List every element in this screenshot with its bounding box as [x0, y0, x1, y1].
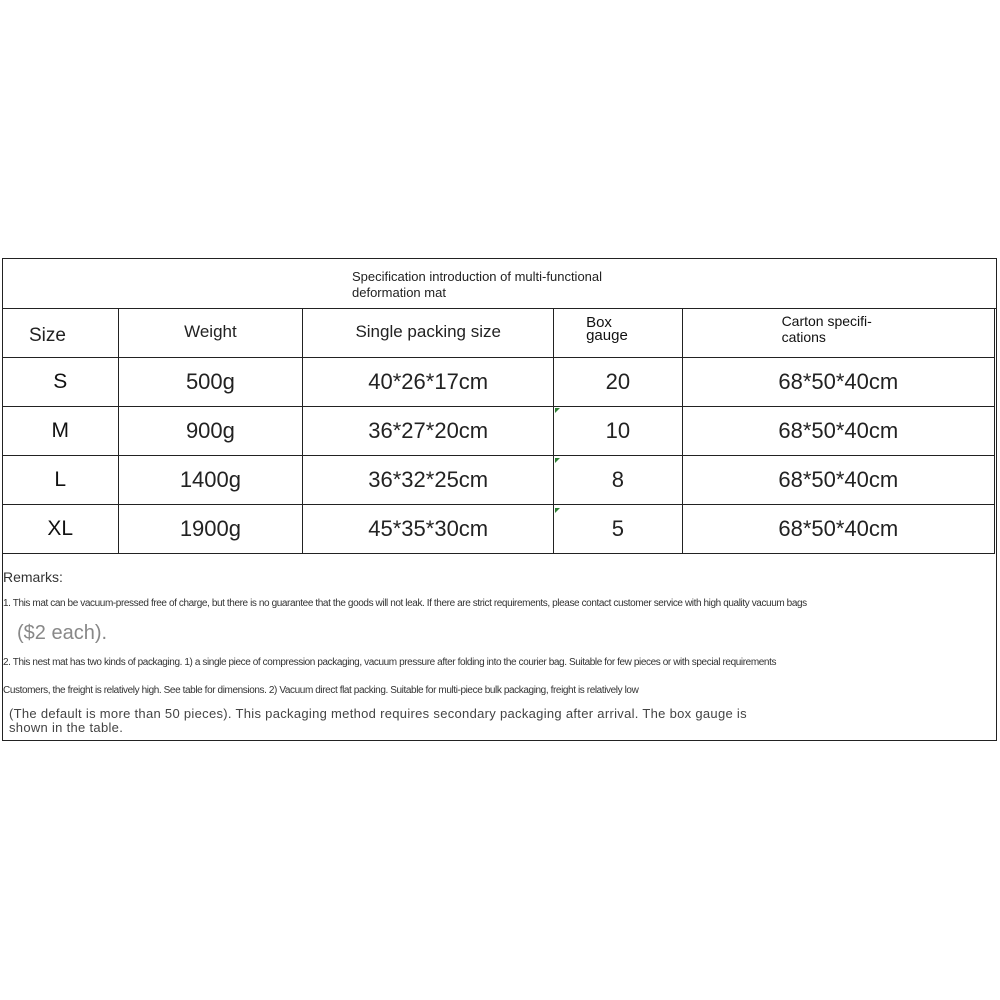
- cell-size: S: [3, 358, 119, 407]
- header-carton-line2: cations: [781, 329, 826, 345]
- table-row: [3, 358, 995, 407]
- spec-table: [2, 308, 995, 554]
- header-box-gauge: [554, 309, 682, 358]
- cell-marker-icon: [555, 508, 560, 513]
- cell-box-gauge: 10: [554, 407, 682, 456]
- cell-marker-icon: [555, 458, 560, 463]
- cell-packing: 36*27*20cm: [303, 407, 554, 456]
- remarks-line-1: 1. This mat can be vacuum-pressed free of charge, but there is no guarantee that the goods will not leak. If there are strict requirements, please contact customer service with high quality vacuum bags: [3, 598, 807, 609]
- header-carton: [682, 309, 994, 358]
- spec-sheet: [2, 258, 997, 741]
- table-row: [3, 407, 995, 456]
- header-weight: Weight: [118, 309, 303, 358]
- cell-size: L: [3, 456, 119, 505]
- cell-weight: 1900g: [118, 505, 303, 554]
- cell-size: M: [3, 407, 119, 456]
- page-title: Specification introduction of multi-functional deformation mat: [352, 269, 603, 300]
- cell-packing: 36*32*25cm: [303, 456, 554, 505]
- cell-marker-icon: [555, 408, 560, 413]
- remarks-price: ($2 each).: [17, 622, 108, 644]
- cell-weight: 500g: [118, 358, 303, 407]
- cell-weight: 900g: [118, 407, 303, 456]
- table-header-row: [3, 309, 995, 358]
- table-row: [3, 505, 995, 554]
- cell-carton: 68*50*40cm: [682, 505, 994, 554]
- cell-packing: 40*26*17cm: [303, 358, 554, 407]
- cell-weight: 1400g: [118, 456, 303, 505]
- remarks-line-3: Customers, the freight is relatively high. See table for dimensions. 2) Vacuum direct flat packing. Suitable for multi-piece bulk packaging, freight is relatively low: [3, 685, 639, 696]
- cell-carton: 68*50*40cm: [682, 456, 994, 505]
- cell-box-gauge: 5: [554, 505, 682, 554]
- title-cell: [3, 259, 996, 309]
- header-carton-line1: Carton specifi-: [781, 313, 872, 329]
- header-packing: Single packing size: [303, 309, 554, 358]
- cell-packing: 45*35*30cm: [303, 505, 554, 554]
- cell-box-gauge: 20: [554, 358, 682, 407]
- remarks-title: Remarks:: [3, 569, 63, 585]
- header-box-gauge-line2: gauge: [586, 327, 628, 344]
- cell-carton: 68*50*40cm: [682, 407, 994, 456]
- cell-box-gauge: 8: [554, 456, 682, 505]
- remarks-line-4: (The default is more than 50 pieces). This packaging method requires secondary packaging after arrival. The box gauge is shown in the table.: [9, 706, 747, 735]
- header-box-gauge-line1: Box: [586, 314, 612, 331]
- cell-size: XL: [3, 505, 119, 554]
- table-row: [3, 456, 995, 505]
- header-size: Size: [3, 309, 119, 358]
- cell-carton: 68*50*40cm: [682, 358, 994, 407]
- remarks-line-2: 2. This nest mat has two kinds of packaging. 1) a single piece of compression packaging, vacuum pressure after folding into the courier bag. Suitable for few pieces or with special requirements: [3, 657, 777, 668]
